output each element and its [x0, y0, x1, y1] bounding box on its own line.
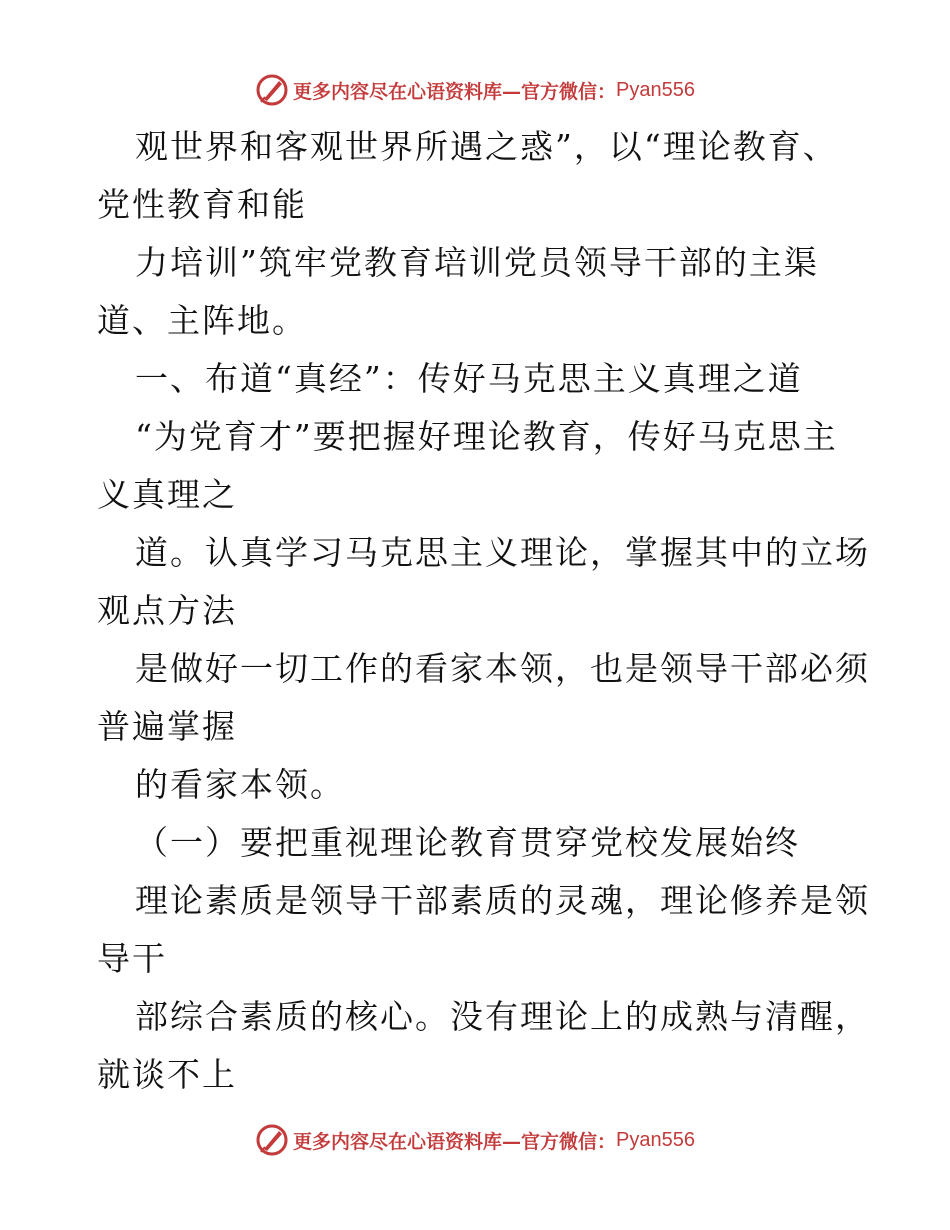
- footer-banner: [0, 1120, 950, 1160]
- quill-pen-circle-icon: [255, 1123, 289, 1157]
- body-line: 道、主阵地。: [97, 301, 307, 340]
- document-body: [97, 118, 877, 1104]
- body-line: 道。认真学习马克思主义理论，掌握其中的立场: [135, 533, 870, 572]
- body-line: 观世界和客观世界所遇之惑”，以“理论教育、: [135, 127, 838, 166]
- footer-banner-content: [255, 1123, 695, 1157]
- header-banner-text: 更多内容尽在心语资料库—官方微信：: [293, 80, 617, 103]
- body-line: 义真理之: [97, 475, 237, 514]
- footer-banner-account: Pyan556: [616, 1128, 695, 1151]
- body-line: 就谈不上: [97, 1055, 237, 1094]
- body-line: 力培训”筑牢党教育培训党员领导干部的主渠: [135, 243, 819, 282]
- subsection-heading: （一）要把重视理论教育贯穿党校发展始终: [135, 823, 800, 862]
- body-line: “为党育才”要把握好理论教育，传好马克思主: [135, 417, 838, 456]
- body-line: 的看家本领。: [135, 765, 345, 804]
- body-line: 普遍掌握: [97, 707, 237, 746]
- footer-banner-text: 更多内容尽在心语资料库—官方微信：: [293, 1130, 617, 1153]
- section-heading: 一、布道“真经”：传好马克思主义真理之道: [135, 359, 803, 398]
- header-banner: [0, 70, 950, 110]
- header-banner-account: Pyan556: [616, 78, 695, 101]
- body-line: 党性教育和能: [97, 185, 307, 224]
- body-line: 理论素质是领导干部素质的灵魂，理论修养是领: [135, 881, 870, 920]
- header-banner-content: [255, 73, 695, 107]
- body-line: 观点方法: [97, 591, 237, 630]
- quill-pen-circle-icon: [255, 73, 289, 107]
- body-line: 导干: [97, 939, 167, 978]
- body-line: 是做好一切工作的看家本领，也是领导干部必须: [135, 649, 870, 688]
- body-line: 部综合素质的核心。没有理论上的成熟与清醒，: [135, 997, 870, 1036]
